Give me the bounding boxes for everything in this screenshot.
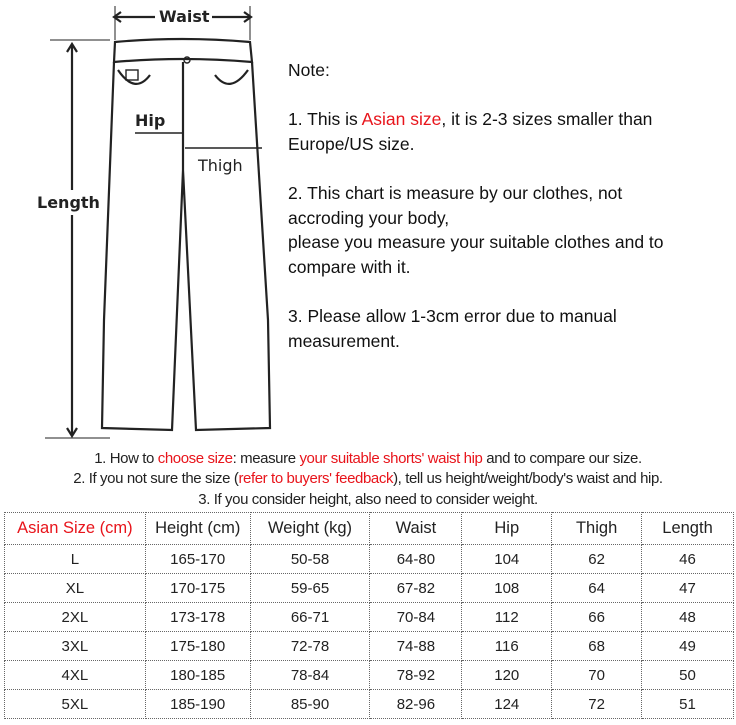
table-cell: 165-170 <box>145 545 250 574</box>
hip-label: Hip <box>135 111 166 130</box>
table-cell: XL <box>5 574 146 603</box>
table-cell: 51 <box>642 690 734 719</box>
table-cell: 48 <box>642 603 734 632</box>
table-cell: 70 <box>552 661 642 690</box>
table-cell: 47 <box>642 574 734 603</box>
table-cell: 70-84 <box>370 603 462 632</box>
table-header <box>5 513 734 545</box>
table-cell: L <box>5 545 146 574</box>
table-cell: 104 <box>462 545 552 574</box>
table-cell: 64 <box>552 574 642 603</box>
table-cell: 50 <box>642 661 734 690</box>
table-cell: 180-185 <box>145 661 250 690</box>
table-cell: 66-71 <box>250 603 370 632</box>
pants-diagram <box>0 0 290 445</box>
instruction-1: 1. How to choose size: measure your suitable shorts' waist hip and to compare our size. <box>94 450 642 467</box>
table-cell: 4XL <box>5 661 146 690</box>
header-weight: Weight (kg) <box>250 513 370 545</box>
header-length: Length <box>642 513 734 545</box>
table-cell: 49 <box>642 632 734 661</box>
table-row <box>5 661 734 690</box>
length-label: Length <box>37 193 100 212</box>
note-2: 2. This chart is measure by our clothes, not accroding your body, please you measure your suitable clothes and to compare with it. <box>288 183 664 277</box>
table-cell: 120 <box>462 661 552 690</box>
table-cell: 112 <box>462 603 552 632</box>
table-row <box>5 603 734 632</box>
table-cell: 66 <box>552 603 642 632</box>
table-cell: 62 <box>552 545 642 574</box>
header-thigh: Thigh <box>552 513 642 545</box>
table-cell: 185-190 <box>145 690 250 719</box>
table-cell: 74-88 <box>370 632 462 661</box>
header-hip: Hip <box>462 513 552 545</box>
instruction-3: 3. If you consider height, also need to consider weight. <box>198 491 538 508</box>
header-waist: Waist <box>370 513 462 545</box>
table-cell: 108 <box>462 574 552 603</box>
table-cell: 85-90 <box>250 690 370 719</box>
table-cell: 170-175 <box>145 574 250 603</box>
table-row <box>5 574 734 603</box>
note-3: 3. Please allow 1-3cm error due to manual measurement. <box>288 306 617 351</box>
header-height: Height (cm) <box>145 513 250 545</box>
table-cell: 46 <box>642 545 734 574</box>
table-cell: 59-65 <box>250 574 370 603</box>
instruction-2: 2. If you not sure the size (refer to buyers' feedback), tell us height/weight/body's waist and hip. <box>73 470 663 487</box>
table-row <box>5 632 734 661</box>
table-cell: 2XL <box>5 603 146 632</box>
note-title: Note: <box>288 60 330 80</box>
table-row <box>5 690 734 719</box>
header-asian-size: Asian Size (cm) <box>5 513 146 545</box>
table-cell: 5XL <box>5 690 146 719</box>
table-row <box>5 545 734 574</box>
table-cell: 50-58 <box>250 545 370 574</box>
note-1: 1. This is Asian size, it is 2-3 sizes smaller than Europe/US size. <box>288 109 653 154</box>
table-cell: 64-80 <box>370 545 462 574</box>
thigh-label: Thigh <box>198 156 243 175</box>
table-cell: 68 <box>552 632 642 661</box>
table-cell: 72 <box>552 690 642 719</box>
table-cell: 67-82 <box>370 574 462 603</box>
table-cell: 3XL <box>5 632 146 661</box>
table-cell: 78-92 <box>370 661 462 690</box>
size-table <box>4 512 734 719</box>
table-cell: 175-180 <box>145 632 250 661</box>
table-cell: 72-78 <box>250 632 370 661</box>
table-cell: 124 <box>462 690 552 719</box>
waist-label: Waist <box>159 7 210 26</box>
table-cell: 82-96 <box>370 690 462 719</box>
table-cell: 116 <box>462 632 552 661</box>
table-cell: 78-84 <box>250 661 370 690</box>
table-cell: 173-178 <box>145 603 250 632</box>
